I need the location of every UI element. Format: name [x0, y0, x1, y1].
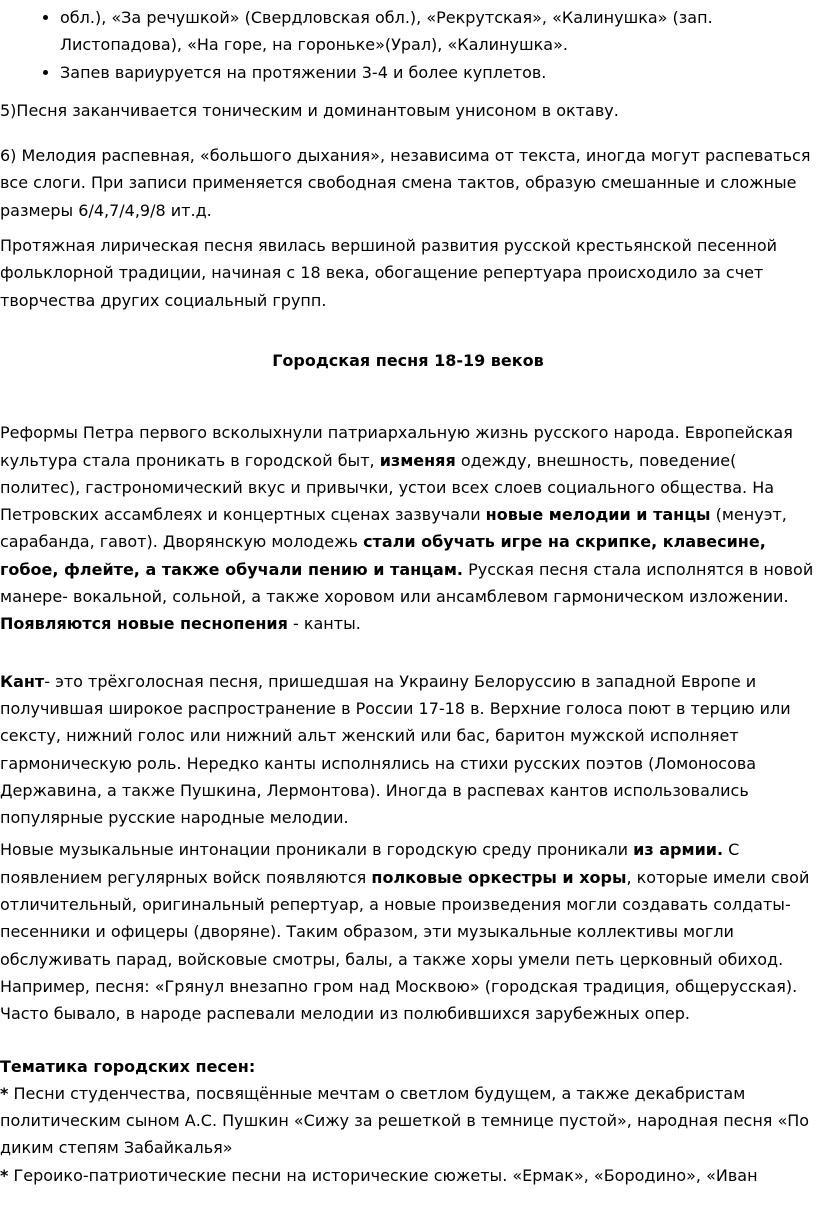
text-run: одежду, внешность, поведение( политес), гастрономический вкус и привычки, устои всех слоев социального общества. На Петровских ассамблеях и концертных сценах зазвучали [0, 450, 775, 525]
bold-text-run: из армии. [633, 840, 724, 860]
text-run: Запев вариуруется на протяжении 3-4 и более куплетов. [60, 62, 547, 82]
text-run: - это трёхголосная песня, пришедшая на Украину Белоруссию в западной Европе и получившая широкое распространение в России 17-18 в. Верхние голоса поют в терцию или сексту, нижний голос или нижний альт женский или бас, баритон мужской исполняет гармоническую роль. Нередко канты исполнялись на стихи русских поэтов (Ломоносова Державина, а также Пушкина, Лермонтова). Иногда в распевах кантов использовались популярные русские народные мелодии. [0, 671, 791, 828]
bold-text-run: полковые оркестры и хоры [371, 867, 627, 887]
army-influence-paragraph [0, 836, 816, 1000]
bold-text-run: Кант [0, 671, 45, 691]
song-examples-list [0, 4, 816, 86]
theme-heroic [0, 1162, 816, 1189]
bold-text-run: Тематика городских песен: [0, 1056, 256, 1076]
bold-text-run: изменяя [379, 450, 456, 470]
kant-definition-paragraph [0, 668, 816, 832]
text-run: Протяжная лирическая песня явилась вершиной развития русской крестьянской песенной фольклорной традиции, начиная с 18 века, обогащение репертуара происходило за счет творчества других социальный групп. [0, 236, 778, 310]
text-run: , которые имели свой отличительный, оригинальный репертуар, а новые произведения могли создавать солдаты-песенники и офицеры (дворяне). Таким образом, эти музыкальные коллективы могли обслуживать парад, войсковые смотры, балы, а также хоры умели петь церковный обиход. Например, песня: «Грянул внезапно гром над Москвою» (городская традиция, общерусская). [0, 867, 810, 996]
opera-melodies-paragraph [0, 1000, 816, 1027]
themes-heading [0, 1053, 816, 1080]
text-run: Русская песня стала исполнятся в новой манере- вокальной, сольной, а также хоровом или ансамблевом гармоническом изложении. [0, 559, 814, 607]
bold-text-run: * [0, 1083, 9, 1103]
point-6 [0, 142, 816, 224]
text-run: Новые музыкальные интонации проникали в городскую среду проникали [0, 840, 634, 860]
text-run: Героико-патриотические песни на исторические сюжеты. «Ермак», «Бородино», «Иван [8, 1165, 758, 1185]
petr-reforms-paragraph [0, 419, 816, 637]
bullet-item [60, 59, 816, 86]
text-run: - канты. [287, 614, 361, 634]
bold-text-run: Появляются новые песнопения [0, 614, 288, 634]
bold-text-run: новые мелодии и танцы [485, 505, 711, 525]
text-run: обл.), «За речушкой» (Свердловская обл.), «Рекрутская», «Калинушка» (зап. Листопадова), «На горе, на гороньке»(Урал), «Калинушка». [60, 8, 713, 55]
text-run: 5)Песня заканчивается тоническим и доминантовым унисоном в октаву. [0, 100, 619, 120]
theme-students [0, 1080, 816, 1162]
text-run: Реформы Петра первого всколыхнули патриархальную жизнь русского народа. Европейская культура стала проникать в городской быт, [0, 423, 793, 470]
bold-text-run: Городская песня 18-19 веков [272, 350, 544, 370]
text-run: 6) Мелодия распевная, «большого дыхания», независима от текста, иногда могут распеваться все слоги. При записи применяется свободная смена тактов, образую смешанные и сложные размеры 6/4,7/4,9/8 ит.д. [0, 146, 811, 220]
text-run: Песни студенчества, посвящённые мечтам о светлом будущем, а также декабристам политическим сыном А.С. Пушкин «Сижу за решеткой в темнице пустой», народная песня «По диким степям Забайкалья» [0, 1083, 810, 1158]
text-run: (менуэт, сарабанда, гавот). Дворянскую молодежь [0, 505, 787, 552]
text-run: С появлением регулярных войск появляются [0, 840, 740, 887]
bold-text-run: * [0, 1165, 9, 1185]
bold-text-run: стали обучать игре на скрипке, клавесине, гобое, флейте, а также обучали пению и танцам. [0, 532, 766, 579]
text-run: Часто бывало, в народе распевали мелодии из полюбившихся зарубежных опер. [0, 1004, 690, 1024]
bullet-item [60, 4, 816, 59]
protyazhnaya-summary [0, 232, 816, 314]
section-heading-urban-song [0, 347, 816, 374]
point-5 [0, 97, 816, 124]
